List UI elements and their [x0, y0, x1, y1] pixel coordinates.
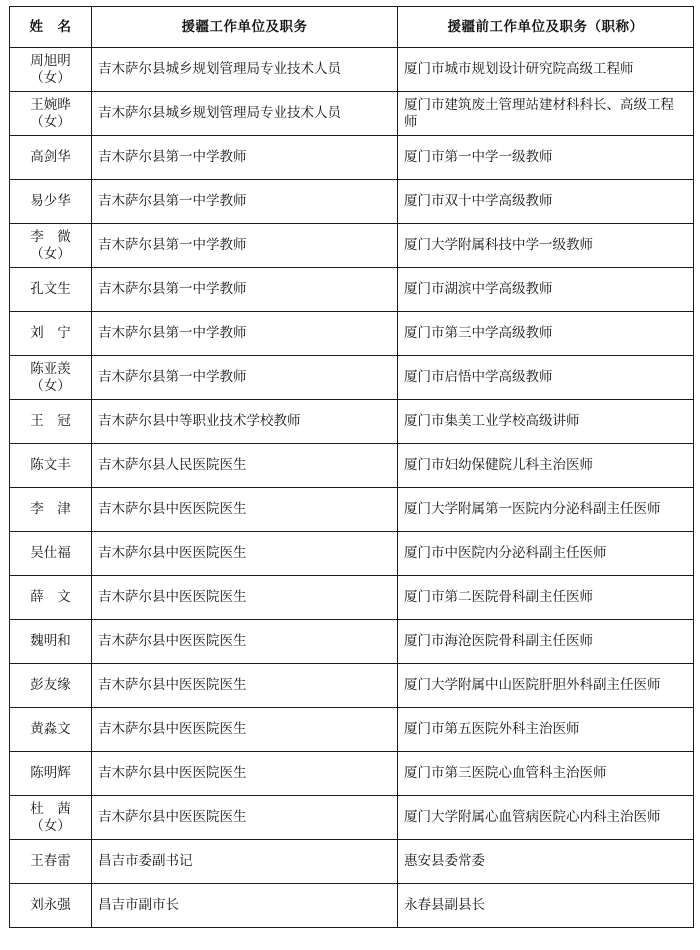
table-row: [10, 268, 694, 312]
xinjiang-post-cell: 吉木萨尔县中医医院医生: [92, 532, 398, 576]
table-row: [10, 400, 694, 444]
name-cell: [10, 532, 92, 576]
person-name: 杜 茜: [30, 800, 71, 817]
person-name: 王春雷: [30, 853, 71, 869]
name-cell: [10, 444, 92, 488]
table-row: [10, 576, 694, 620]
name-cell: [10, 664, 92, 708]
previous-post-cell: 厦门市中医院内分泌科副主任医师: [398, 532, 694, 576]
table-row: [10, 356, 694, 400]
xinjiang-post-cell: 吉木萨尔县中医医院医生: [92, 664, 398, 708]
previous-post-cell: 厦门市妇幼保健院儿科主治医师: [398, 444, 694, 488]
gender-note: （女）: [30, 69, 71, 86]
xinjiang-post-cell: 吉木萨尔县第一中学教师: [92, 312, 398, 356]
gender-note: （女）: [30, 817, 71, 834]
person-name: 薛 文: [30, 589, 71, 605]
table-row: [10, 708, 694, 752]
table-row: [10, 312, 694, 356]
previous-post-cell: 厦门市第一中学一级教师: [398, 136, 694, 180]
name-cell: [10, 224, 92, 268]
header-row: [10, 7, 694, 48]
table-row: [10, 180, 694, 224]
table-row: [10, 664, 694, 708]
xinjiang-post-cell: 吉木萨尔县第一中学教师: [92, 224, 398, 268]
person-name: 刘 宁: [30, 325, 71, 341]
previous-post-cell: 厦门市双十中学高级教师: [398, 180, 694, 224]
person-name: 李 微: [30, 228, 71, 245]
name-cell: [10, 356, 92, 400]
xinjiang-post-cell: 吉木萨尔县中医医院医生: [92, 576, 398, 620]
name-cell: [10, 620, 92, 664]
name-cell: [10, 400, 92, 444]
table-row: [10, 884, 694, 928]
table-body: [10, 48, 694, 928]
person-name: 李 津: [30, 501, 71, 517]
xinjiang-post-cell: 吉木萨尔县城乡规划管理局专业技术人员: [92, 48, 398, 92]
name-cell: [10, 708, 92, 752]
xinjiang-post-cell: 吉木萨尔县第一中学教师: [92, 268, 398, 312]
xinjiang-post-cell: 吉木萨尔县中等职业技术学校教师: [92, 400, 398, 444]
previous-post-cell: 厦门市建筑废土管理站建材科科长、高级工程师: [398, 92, 694, 136]
person-name: 陈亚羡: [30, 360, 71, 377]
previous-post-cell: 厦门市城市规划设计研究院高级工程师: [398, 48, 694, 92]
previous-post-cell: 永春县副县长: [398, 884, 694, 928]
table-row: [10, 444, 694, 488]
person-name: 刘永强: [30, 897, 71, 913]
previous-post-cell: 厦门市第二医院骨科副主任医师: [398, 576, 694, 620]
previous-post-cell: 厦门大学附属第一医院内分泌科副主任医师: [398, 488, 694, 532]
table-row: [10, 136, 694, 180]
name-cell: [10, 488, 92, 532]
xinjiang-post-cell: 吉木萨尔县中医医院医生: [92, 620, 398, 664]
xinjiang-post-cell: 吉木萨尔县第一中学教师: [92, 356, 398, 400]
header-xinjiang-post: 援疆工作单位及职务: [92, 7, 398, 48]
person-name: 陈文丰: [30, 457, 71, 473]
header-name: 姓 名: [10, 7, 92, 48]
name-cell: [10, 752, 92, 796]
person-name: 王婉晔: [30, 96, 71, 113]
previous-post-cell: 厦门大学附属中山医院肝胆外科副主任医师: [398, 664, 694, 708]
previous-post-cell: 厦门市第三医院心血管科主治医师: [398, 752, 694, 796]
table-row: [10, 48, 694, 92]
name-cell: [10, 576, 92, 620]
name-cell: [10, 884, 92, 928]
name-cell: [10, 48, 92, 92]
gender-note: （女）: [30, 377, 71, 394]
xinjiang-post-cell: 吉木萨尔县第一中学教师: [92, 136, 398, 180]
person-name: 高剑华: [30, 149, 71, 165]
xinjiang-post-cell: 吉木萨尔县人民医院医生: [92, 444, 398, 488]
xinjiang-post-cell: 吉木萨尔县中医医院医生: [92, 708, 398, 752]
header-previous-post: 援疆前工作单位及职务（职称）: [398, 7, 694, 48]
name-cell: [10, 312, 92, 356]
xinjiang-post-cell: 吉木萨尔县第一中学教师: [92, 180, 398, 224]
table-row: [10, 620, 694, 664]
name-cell: [10, 180, 92, 224]
xinjiang-post-cell: 吉木萨尔县中医医院医生: [92, 796, 398, 840]
person-name: 魏明和: [30, 633, 71, 649]
person-name: 王 冠: [30, 413, 71, 429]
previous-post-cell: 厦门大学附属科技中学一级教师: [398, 224, 694, 268]
name-cell: [10, 840, 92, 884]
previous-post-cell: 厦门大学附属心血管病医院心内科主治医师: [398, 796, 694, 840]
person-name: 陈明辉: [30, 765, 71, 781]
table-row: [10, 224, 694, 268]
table-header: [10, 7, 694, 48]
person-name: 黄淼文: [30, 721, 71, 737]
table-row: [10, 488, 694, 532]
name-cell: [10, 136, 92, 180]
previous-post-cell: 厦门市第五医院外科主治医师: [398, 708, 694, 752]
table-row: [10, 752, 694, 796]
previous-post-cell: 厦门市海沧医院骨科副主任医师: [398, 620, 694, 664]
previous-post-cell: 惠安县委常委: [398, 840, 694, 884]
personnel-table: [9, 6, 694, 928]
previous-post-cell: 厦门市集美工业学校高级讲师: [398, 400, 694, 444]
gender-note: （女）: [30, 245, 71, 262]
person-name: 吴仕福: [30, 545, 71, 561]
table-row: [10, 840, 694, 884]
previous-post-cell: 厦门市启悟中学高级教师: [398, 356, 694, 400]
name-cell: [10, 92, 92, 136]
xinjiang-post-cell: 昌吉市委副书记: [92, 840, 398, 884]
xinjiang-post-cell: 昌吉市副市长: [92, 884, 398, 928]
xinjiang-post-cell: 吉木萨尔县中医医院医生: [92, 752, 398, 796]
table-row: [10, 796, 694, 840]
table-row: [10, 92, 694, 136]
person-name: 易少华: [30, 193, 71, 209]
table-row: [10, 532, 694, 576]
previous-post-cell: 厦门市第三中学高级教师: [398, 312, 694, 356]
xinjiang-post-cell: 吉木萨尔县城乡规划管理局专业技术人员: [92, 92, 398, 136]
person-name: 周旭明: [30, 52, 71, 69]
person-name: 彭友缘: [30, 677, 71, 693]
person-name: 孔文生: [30, 281, 71, 297]
name-cell: [10, 796, 92, 840]
previous-post-cell: 厦门市湖滨中学高级教师: [398, 268, 694, 312]
name-cell: [10, 268, 92, 312]
xinjiang-post-cell: 吉木萨尔县中医医院医生: [92, 488, 398, 532]
gender-note: （女）: [30, 113, 71, 130]
